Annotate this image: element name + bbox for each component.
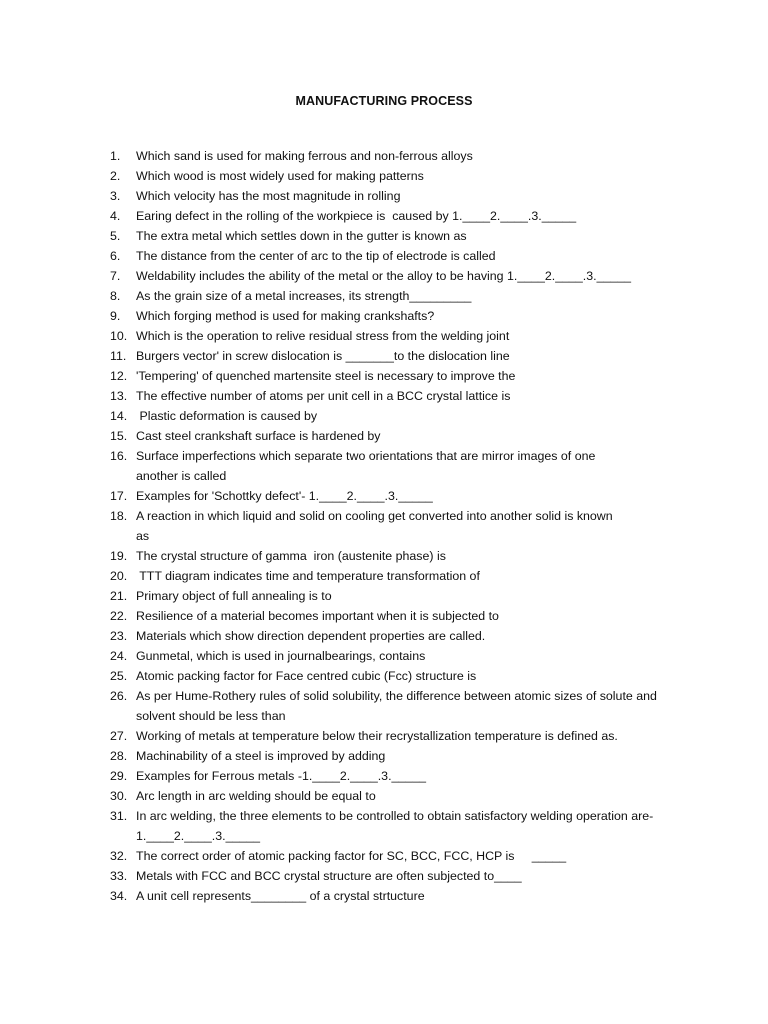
question-number: 23. [110,629,128,643]
question-text [136,646,690,666]
question-item [110,366,690,386]
question-number: 11. [110,349,127,363]
question-text-line: Primary object of full annealing is to [136,589,332,603]
question-text-line: as [136,529,150,543]
question-text [136,346,690,366]
question-item [110,426,690,446]
question-text-line: Cast steel crankshaft surface is hardened by [136,429,381,443]
question-item [110,506,690,546]
question-text [136,426,690,446]
question-text-line: Working of metals at temperature below their recrystallization temperature is defined as. [136,729,618,743]
question-text [136,226,690,246]
question-text-line: Which velocity has the most magnitude in rolling [136,189,401,203]
question-number: 12. [110,369,128,383]
question-text-line: Which sand is used for making ferrous and non-ferrous alloys [136,149,473,163]
question-item [110,886,690,906]
question-text-line: Machinability of a steel is improved by adding [136,749,386,763]
question-text-line: Plastic deformation is caused by [136,409,318,423]
question-item [110,646,690,666]
question-item [110,206,690,226]
question-number: 22. [110,609,128,623]
question-text-line: The effective number of atoms per unit cell in a BCC crystal lattice is [136,389,511,403]
question-item [110,786,690,806]
question-number: 3. [110,189,121,203]
question-number: 19. [110,549,128,563]
question-text [136,566,690,586]
question-number: 14. [110,409,128,423]
question-item [110,286,690,306]
question-item [110,266,690,286]
question-number: 21. [110,589,128,603]
question-item [110,306,690,326]
question-text [136,266,690,286]
question-text [136,626,690,646]
question-item [110,406,690,426]
question-text-line: Examples for Ferrous metals -1.____2.____.3._____ [136,769,426,783]
question-text [136,806,690,846]
question-item [110,386,690,406]
page-title: MANUFACTURING PROCESS [295,94,473,108]
question-number: 27. [110,729,128,743]
question-number: 10. [110,329,128,343]
question-text [136,506,690,546]
question-text [136,386,690,406]
question-number: 9. [110,309,121,323]
question-item [110,866,690,886]
question-number: 17. [110,489,128,503]
question-item [110,846,690,866]
question-item [110,806,690,846]
question-text [136,746,690,766]
question-number: 5. [110,229,121,243]
question-text-line: Arc length in arc welding should be equal to [136,789,376,803]
question-number: 4. [110,209,121,223]
question-item [110,446,690,486]
question-text [136,406,690,426]
question-text-line: Surface imperfections which separate two orientations that are mirror images of one [136,449,596,463]
question-number: 24. [110,649,128,663]
question-text-line: 'Tempering' of quenched martensite steel is necessary to improve the [136,369,516,383]
question-item [110,226,690,246]
question-number: 8. [110,289,121,303]
question-number: 20. [110,569,128,583]
question-text-line: another is called [136,469,227,483]
question-text [136,786,690,806]
question-text-line: The distance from the center of arc to the tip of electrode is called [136,249,496,263]
question-item [110,246,690,266]
question-text [136,886,690,906]
question-text-line: As per Hume-Rothery rules of solid solubility, the difference between atomic sizes of solute and [136,689,657,703]
question-text [136,146,690,166]
question-number: 2. [110,169,121,183]
question-text-line: TTT diagram indicates time and temperature transformation of [136,569,480,583]
question-number: 25. [110,669,128,683]
question-text-line: Atomic packing factor for Face centred cubic (Fcc) structure is [136,669,477,683]
question-text-line: The crystal structure of gamma iron (austenite phase) is [136,549,446,563]
question-item [110,666,690,686]
question-text [136,366,690,386]
question-text [136,726,690,746]
question-number: 15. [110,429,128,443]
question-text-line: Earing defect in the rolling of the workpiece is caused by 1.____2.____.3._____ [136,209,577,223]
question-text [136,606,690,626]
question-number: 1. [110,149,121,163]
question-item [110,686,690,726]
question-list [110,146,690,906]
question-text-line: The correct order of atomic packing factor for SC, BCC, FCC, HCP is _____ [136,849,567,863]
question-text-line: Gunmetal, which is used in journalbearings, contains [136,649,426,663]
question-text-line: A unit cell represents________ of a crystal strtucture [136,889,425,903]
question-text [136,846,690,866]
question-text [136,206,690,226]
question-number: 33. [110,869,128,883]
question-text-line: Examples for 'Schottky defect'- 1.____2.____.3._____ [136,489,433,503]
question-item [110,486,690,506]
question-text [136,486,690,506]
question-text [136,586,690,606]
question-text [136,186,690,206]
question-item [110,146,690,166]
question-item [110,326,690,346]
question-number: 18. [110,509,128,523]
question-number: 34. [110,889,128,903]
question-item [110,566,690,586]
question-text [136,326,690,346]
question-text [136,446,690,486]
question-text-line: As the grain size of a metal increases, its strength_________ [136,289,472,303]
question-item [110,166,690,186]
question-number: 7. [110,269,121,283]
question-text-line: The extra metal which settles down in the gutter is known as [136,229,467,243]
question-text [136,686,690,726]
question-number: 28. [110,749,128,763]
question-text-line: Materials which show direction dependent properties are called. [136,629,486,643]
question-number: 31. [110,809,128,823]
question-text-line: 1.____2.____.3._____ [136,829,261,843]
question-text-line: Which wood is most widely used for making patterns [136,169,424,183]
question-text-line: Resilience of a material becomes important when it is subjected to [136,609,499,623]
question-item [110,746,690,766]
question-item [110,766,690,786]
question-item [110,186,690,206]
question-text [136,166,690,186]
question-number: 13. [110,389,128,403]
question-text [136,246,690,266]
question-text [136,766,690,786]
question-text-line: Weldability includes the ability of the metal or the alloy to be having 1.____2.____.3._____ [136,269,632,283]
question-number: 29. [110,769,128,783]
question-text-line: Which forging method is used for making crankshafts? [136,309,435,323]
question-item [110,346,690,366]
question-item [110,586,690,606]
question-text-line: solvent should be less than [136,709,286,723]
question-item [110,626,690,646]
question-text-line: A reaction in which liquid and solid on cooling get converted into another solid is known [136,509,613,523]
question-text-line: Burgers vector' in screw dislocation is _______to the dislocation line [136,349,510,363]
question-item [110,726,690,746]
question-number: 6. [110,249,121,263]
question-text-line: Which is the operation to relive residual stress from the welding joint [136,329,510,343]
question-text-line: In arc welding, the three elements to be controlled to obtain satisfactory welding operation are- [136,809,654,823]
question-number: 32. [110,849,128,863]
question-item [110,606,690,626]
question-text [136,866,690,886]
question-text-line: Metals with FCC and BCC crystal structure are often subjected to____ [136,869,522,883]
question-text [136,286,690,306]
question-item [110,546,690,566]
question-number: 26. [110,689,128,703]
question-number: 16. [110,449,128,463]
question-text [136,306,690,326]
question-text [136,666,690,686]
question-text [136,546,690,566]
question-number: 30. [110,789,128,803]
